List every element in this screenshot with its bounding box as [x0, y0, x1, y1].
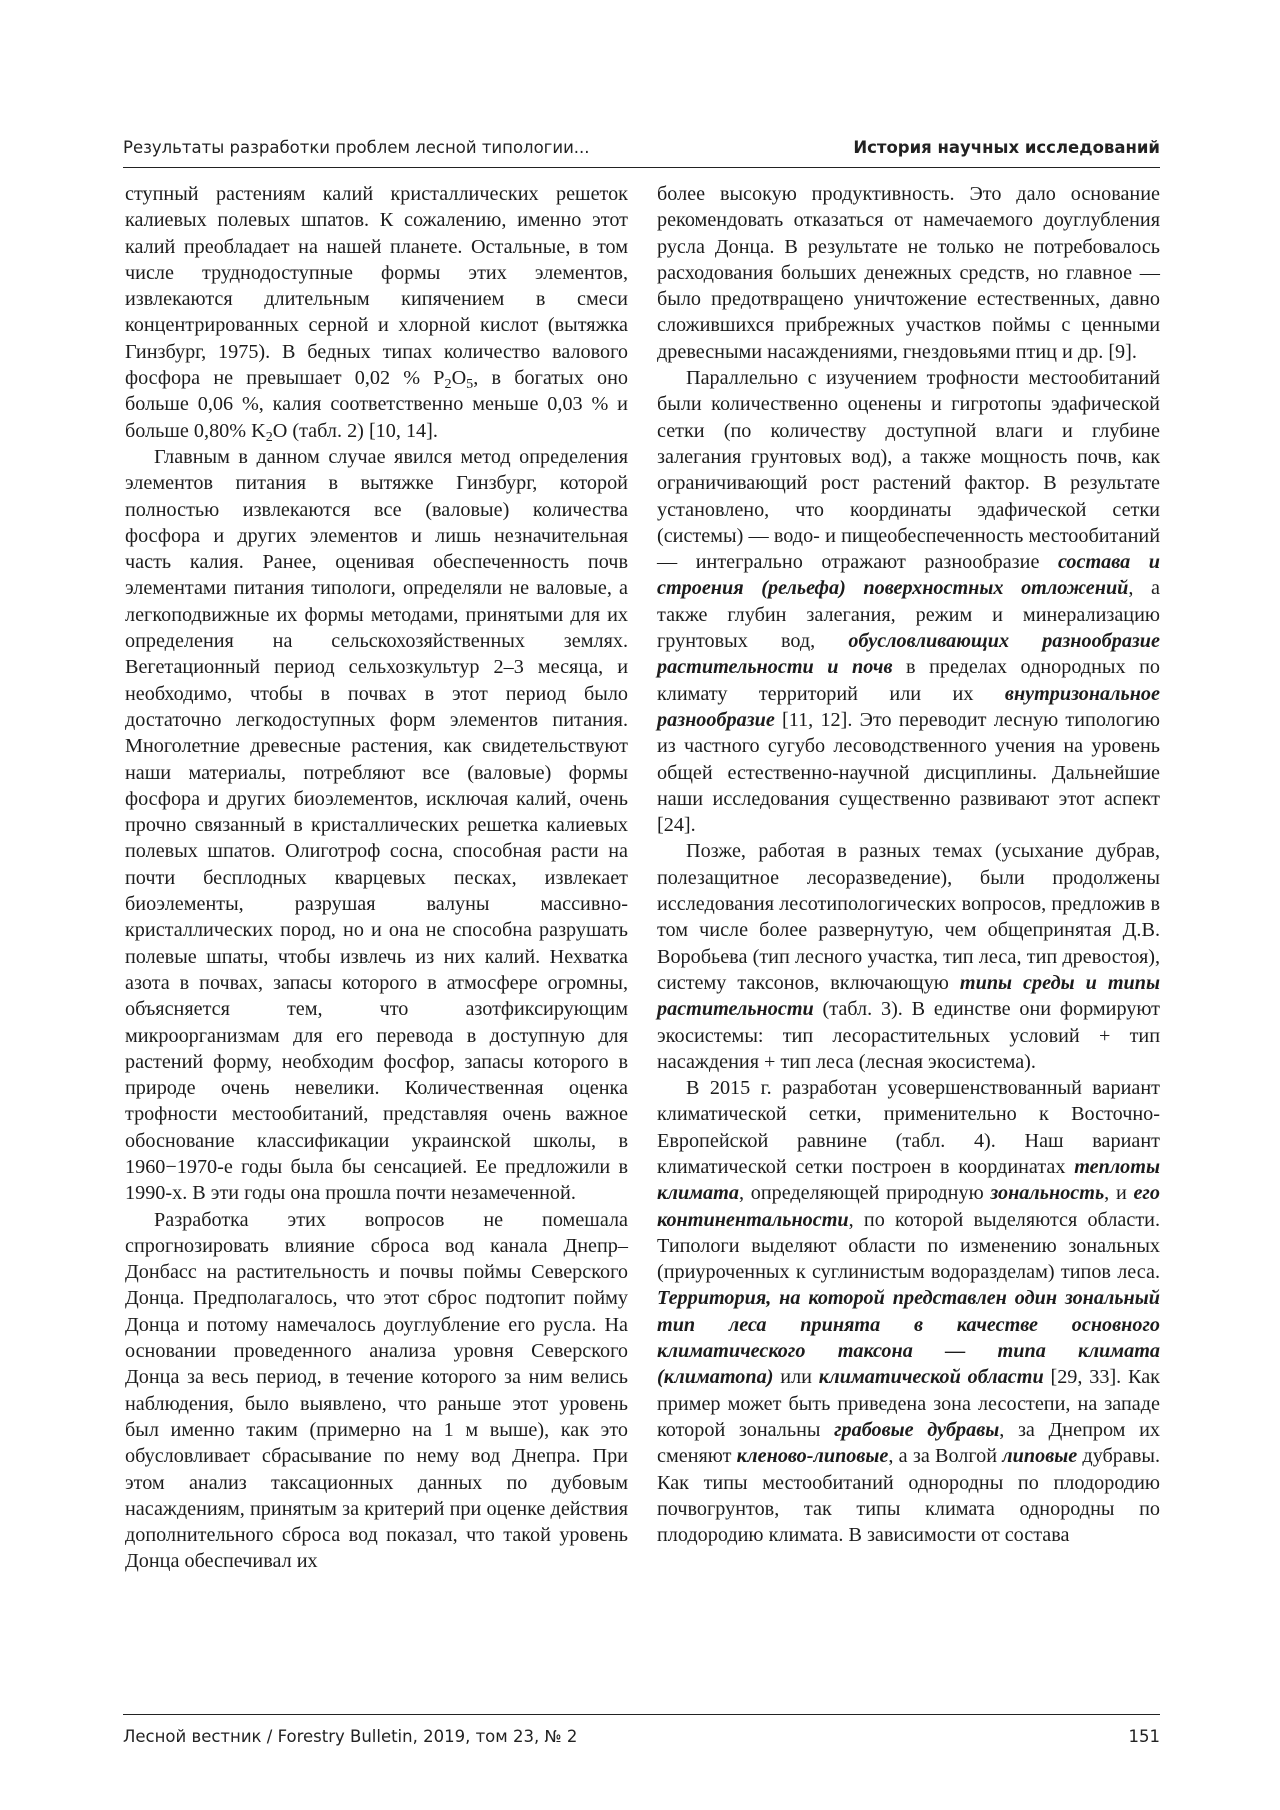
text-run: , и: [1104, 1182, 1134, 1205]
text-run: , а за Волгой: [888, 1445, 1003, 1468]
paragraph-edaphic-grid: [657, 365, 1160, 838]
page-footer: [123, 1727, 1160, 1746]
header-rule: [123, 167, 1160, 168]
text-run: , по которой выделяются области. Типологи выделяют области по изменению зональных (приуроченных к суглинистым водоразделам) типов леса.: [657, 1208, 1160, 1284]
text-run: в пределах однородных по климату территорий или их: [657, 656, 1161, 705]
paragraph-taxon-system: [657, 838, 1160, 1075]
paragraph-continued: более высокую продуктивность. Это дало основание рекомендовать отказаться от намечаемого доуглубления русла Донца. В результате не только не потребовалось расходования больших денежных средств, но главное — было предотвращено уничтожение естественных, давно сложившихся прибрежных участков поймы с ценными древесными насаждениями, гнездовьями птиц и др. [9].: [657, 183, 1160, 363]
text-run: дубравы. Как типы местообитаний однородны по плодородию почвогрунтов, так типы климата однородны по плодородию климата. В зависимости от состава: [657, 1445, 1160, 1547]
subscript: 2: [265, 428, 273, 445]
text-run: , определяющей природную: [738, 1182, 991, 1205]
text-run: ступный растениям калий кристаллических решеток калиевых полевых шпатов. К сожалению, именно этот калий преобладает на нашей планете. Остальные, в том числе труднодоступные формы этих элементов, извлекаются длительным кипячением в смеси концентрированных серной и хлорной кислот (вытяжка Гинзбург, 1975). В бедных типах количество валового фосфора не превышает 0,02 % P: [125, 183, 628, 390]
text-run: O (табл. 2) [10, 14].: [272, 419, 438, 442]
text-run: Параллельно с изучением трофности местообитаний были количественно оценены и гигротопы эдафической сетки (по количеству доступной влаги и глубине залегания грунтовых вод), а также мощность почв, как ограничивающий рост растений фактор. В результате установлено, что координаты эдафической сетки (системы) — водо- и пищеобеспеченность местообитаний — интегрально отражают разнообразие: [657, 367, 1160, 574]
left-column: [125, 181, 628, 1575]
header-article-title: Результаты разработки проблем лесной типологии...: [123, 138, 590, 157]
paragraph-continued: [125, 181, 628, 444]
subscript: 5: [466, 376, 474, 393]
footer-journal-citation: Лесной вестник / Forestry Bulletin, 2019, том 23, № 2: [123, 1727, 578, 1746]
paragraph-donets-forecast: Разработка этих вопросов не помешала спрогнозировать влияние сброса вод канала Днепр–Донбасс на растительность и почвы поймы Северского Донца. Предполагалось, что этот сброс подтопит пойму Донца и потому намечалось доуглубление его русла. На основании проведенного анализа уровня Северского Донца за весь период, в течение которого за ним велись наблюдения, было выявлено, что раньше этот уровень был именно таким (примерно на 1 м выше), как это обусловливает сбрасывание по нему вод Днепра. При этом анализ таксационных данных по дубовым насаждениям, принятым за критерий при оценке действия дополнительного сброса вод показал, что такой уровень Донца обеспечивал их: [125, 1208, 628, 1573]
paragraph-ginzburg-method: Главным в данном случае явился метод определения элементов питания в вытяжке Гинзбург, которой полностью извлекаются все (валовые) количества фосфора и других элементов и лишь незначительная часть калия. Ранее, оценивая обеспеченность почв элементами питания типологи, определяли не валовые, а легкоподвижные их формы методами, принятыми для их определения на сельскохозяйственных землях. Вегетационный период сельхозкультур 2–3 месяца, и необходимо, чтобы в почвах в этот период было достаточно легкодоступных форм элементов питания. Многолетние древесные растения, как свидетельствуют наши материалы, потребляют все (валовые) формы фосфора и других биоэлементов, исключая калий, очень прочно связанный в кристаллических решетка калиевых полевых шпатов. Олиготроф сосна, способная расти на почти бесплодных кварцевых песках, извлекает биоэлементы, разрушая валуны массивно-кристаллических пород, но и она не способна разрушать полевые шпаты, чтобы извлечь из них калий. Нехватка азота в почвах, запасы которого в атмосфере огромны, объясняется тем, что азотфиксирующим микроорганизмам для его перевода в доступную для растений форму, необходим фосфор, запасы которого в природе очень невелики. Количественная оценка трофности местообитаний, представляя очень важное обоснование классификации украинской школы, в 1960−1970-е годы была бы сенсацией. Ее предложили в 1990-х. В эти годы она прошла почти незамеченной.: [125, 445, 628, 1205]
emphasis: теплоты климата: [657, 1155, 1160, 1205]
text-run: (табл. 3). В единстве они формируют экосистемы: тип лесорастительных условий + тип насаждения + тип леса (лесная экосистема).: [657, 998, 1160, 1073]
emphasis: его континентальности: [657, 1182, 1160, 1231]
emphasis: зональность: [990, 1182, 1105, 1205]
text-run: В 2015 г. разработан усовершенствованный вариант климатической сетки, применительно к Восточно-Европейской равнине (табл. 4). Наш вариант климатической сетки построен в координатах: [657, 1077, 1160, 1178]
emphasis: грабовые дубравы: [834, 1418, 1000, 1441]
page-number: 151: [1128, 1727, 1160, 1746]
running-header: [123, 138, 1160, 157]
text-run: , за Днепром их сменяют: [657, 1418, 1160, 1468]
text-run: или: [773, 1366, 819, 1389]
text-run: , в богатых оно больше 0,06 %, калия соответственно меньше 0,03 % и больше 0,80% K: [125, 367, 628, 442]
emphasis: климатической области: [818, 1366, 1044, 1389]
emphasis: внутризональное разнообразие: [657, 682, 1160, 731]
footer-rule: [123, 1714, 1160, 1715]
emphasis: липовые: [1002, 1445, 1078, 1468]
text-run: O: [451, 367, 467, 390]
emphasis: Территория, на которой представлен один зональный тип леса принята в качестве основного климатического таксона — типа климата (климатопа): [657, 1287, 1160, 1389]
right-column: [657, 181, 1160, 1548]
emphasis: типы среды и типы растительности: [657, 971, 1160, 1021]
emphasis: состава и строения (рельефа) поверхностных отложений: [657, 551, 1160, 600]
text-run: , а также глубин залегания, режим и минерализацию грунтовых вод,: [657, 577, 1160, 653]
text-run: Позже, работая в разных темах (усыхание дубрав, полезащитное лесоразведение), были продолжены исследования лесотипологических вопросов, предложив в том числе более развернутую, чем общепринятая Д.В. Воробьева (тип лесного участка, тип леса, тип древостоя), систему таксонов, включающую: [657, 840, 1160, 994]
text-run: [29, 33]. Как пример может быть приведена зона лесостепи, на западе которой зональны: [657, 1366, 1160, 1441]
subscript: 2: [444, 376, 452, 393]
emphasis: обусловливающих разнообразие растительности и почв: [657, 630, 1160, 679]
text-run: [11, 12]. Это переводит лесную типологию из частного сугубо лесоводственного учения на уровень общей естественно-научной дисциплины. Дальнейшие наши исследования существенно развивают этот аспект [24].: [657, 708, 1160, 837]
header-section-title: История научных исследований: [853, 138, 1160, 157]
emphasis: кленово-липовые: [736, 1445, 889, 1468]
paragraph-climate-grid: [657, 1075, 1160, 1548]
